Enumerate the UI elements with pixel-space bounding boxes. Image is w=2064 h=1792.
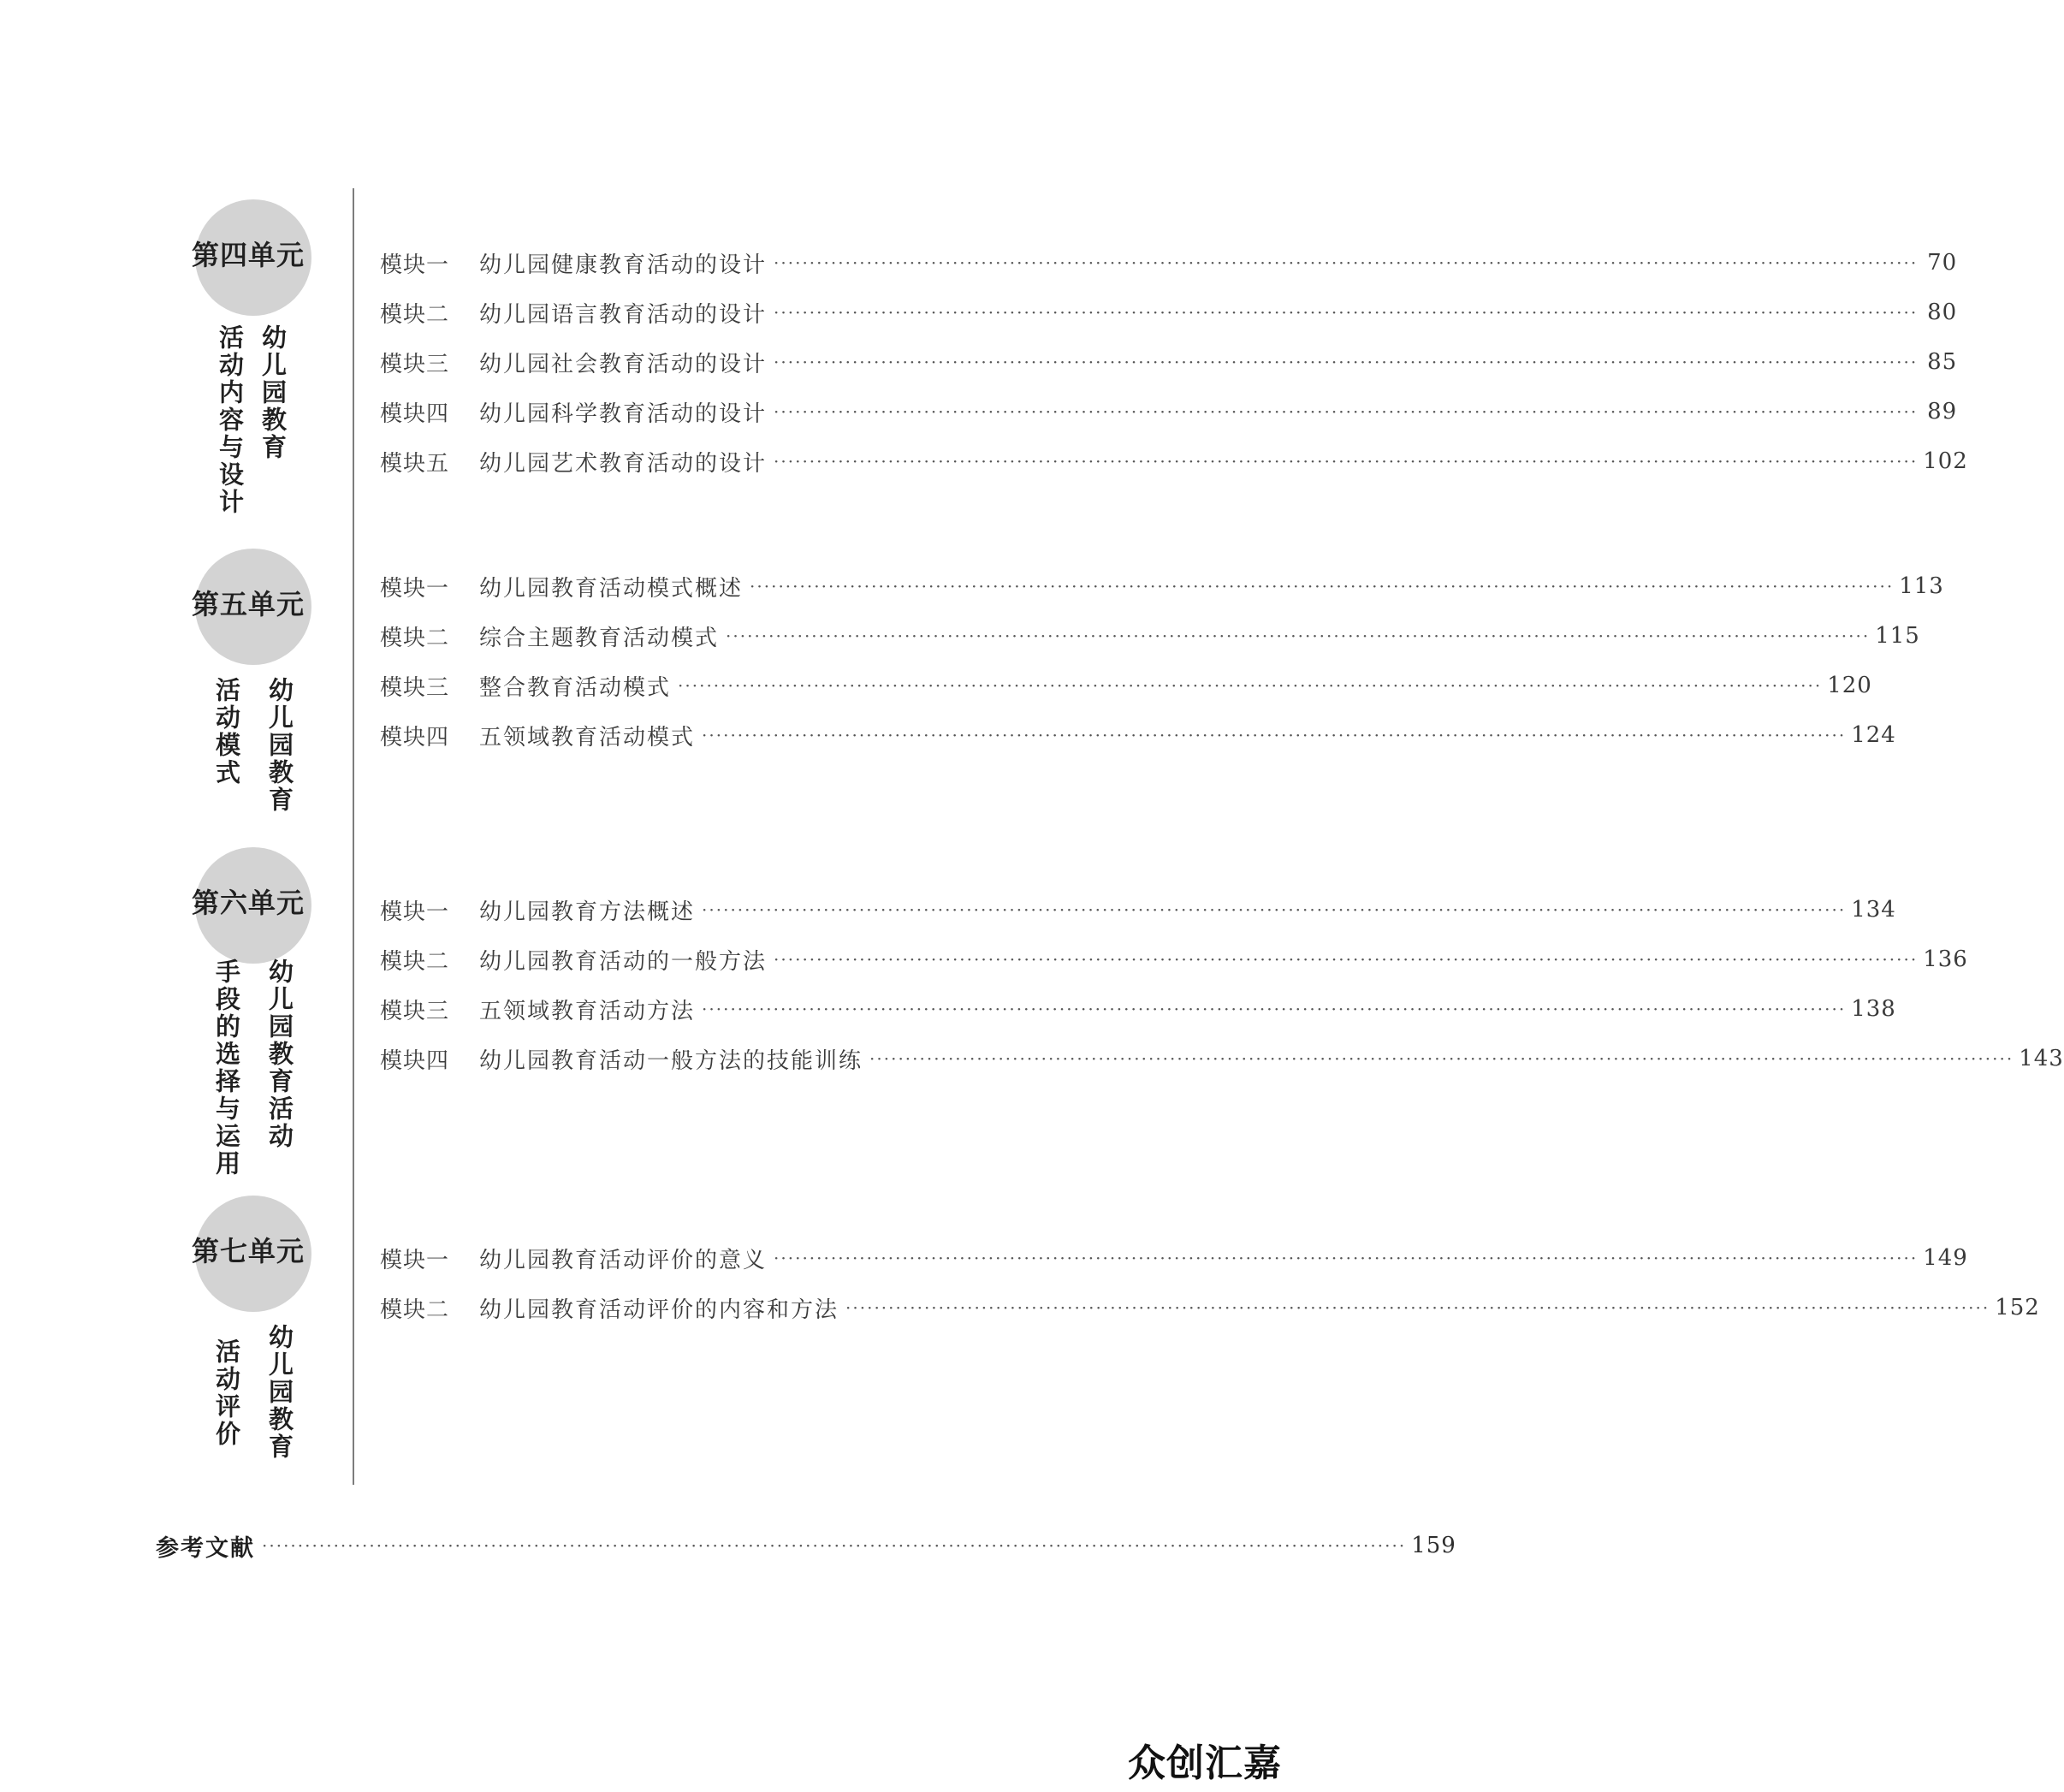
leader-dots: ································································································································································ [774, 302, 1919, 323]
module-title: 幼儿园语言教育活动的设计 [479, 301, 768, 328]
page-number: 89 [1927, 399, 1958, 424]
module-label: 模块三 [380, 674, 450, 701]
references-entry[interactable] [156, 1521, 1456, 1570]
toc-entry[interactable] [380, 1034, 2064, 1083]
module-label: 模块二 [380, 625, 450, 651]
module-label: 模块五 [380, 450, 450, 477]
unit-title-col: 幼儿园教育 [265, 677, 294, 814]
module-list-5 [380, 561, 1944, 760]
leader-dots: ································································································································································ [774, 401, 1919, 422]
page-number: 70 [1927, 250, 1958, 276]
toc-entry[interactable] [380, 1233, 1968, 1283]
toc-entry[interactable] [380, 611, 1920, 661]
unit-title-col: 幼儿园教育 [258, 324, 288, 461]
unit-block-5 [154, 549, 342, 831]
toc-entry[interactable] [380, 1283, 2040, 1332]
leader-dots: ································································································································································ [774, 451, 1919, 472]
unit-block-6 [154, 847, 342, 1190]
module-title: 五领域教育活动方法 [479, 998, 696, 1024]
leader-dots: ································································································································································ [750, 576, 1895, 596]
module-title: 幼儿园社会教育活动的设计 [479, 351, 768, 377]
toc-entry[interactable] [380, 661, 1872, 710]
module-title: 幼儿园教育活动评价的内容和方法 [479, 1297, 839, 1323]
module-title: 幼儿园教育方法概述 [479, 899, 696, 925]
toc-entry[interactable] [380, 710, 1896, 760]
unit-title-col: 幼儿园教育 [265, 1324, 294, 1461]
module-list-6 [380, 885, 2064, 1083]
module-label: 模块一 [380, 899, 450, 925]
module-title: 幼儿园健康教育活动的设计 [479, 252, 768, 278]
page-number: 134 [1851, 897, 1896, 923]
page-number: 136 [1923, 946, 1968, 972]
toc-entry[interactable] [380, 935, 1968, 984]
unit-title-col: 幼儿园教育活动 [265, 958, 294, 1150]
module-title: 幼儿园教育活动评价的意义 [479, 1247, 768, 1273]
leader-dots: ································································································································································ [774, 1248, 1919, 1268]
page-number: 159 [1411, 1533, 1456, 1558]
leader-dots: ································································································································································ [845, 1297, 1990, 1318]
references-label: 参考文献 [156, 1534, 255, 1562]
page-number: 149 [1923, 1245, 1968, 1271]
toc-entry[interactable] [380, 238, 1958, 288]
page-number: 80 [1927, 300, 1958, 325]
leader-dots: ································································································································································ [702, 999, 1847, 1019]
module-title: 幼儿园科学教育活动的设计 [479, 401, 768, 427]
module-title: 幼儿园教育活动模式概述 [479, 575, 744, 602]
module-label: 模块一 [380, 1247, 450, 1273]
page-number: 143 [2019, 1046, 2064, 1071]
unit-label: 第六单元 [191, 887, 305, 919]
toc-entry[interactable] [380, 436, 1968, 486]
page-number: 120 [1827, 673, 1872, 698]
unit-label: 第五单元 [191, 588, 305, 620]
unit-label: 第四单元 [191, 239, 305, 271]
leader-dots: ································································································································································ [262, 1535, 1407, 1556]
leader-dots: ································································································································································ [774, 949, 1919, 970]
module-list-4 [380, 238, 1968, 486]
module-title: 幼儿园教育活动一般方法的技能训练 [479, 1047, 863, 1074]
module-list-7 [380, 1233, 2040, 1332]
module-label: 模块一 [380, 575, 450, 602]
module-label: 模块二 [380, 1297, 450, 1323]
page-number: 102 [1923, 448, 1968, 474]
module-title: 综合主题教育活动模式 [479, 625, 720, 651]
unit-block-4 [154, 199, 342, 525]
toc-entry[interactable] [380, 288, 1958, 337]
toc-entry[interactable] [380, 984, 1896, 1034]
module-label: 模块二 [380, 948, 450, 975]
divider-line [353, 188, 354, 1485]
leader-dots: ································································································································································ [774, 352, 1919, 372]
module-label: 模块一 [380, 252, 450, 278]
module-label: 模块四 [380, 401, 450, 427]
toc-entry[interactable] [380, 387, 1958, 436]
unit-block-7 [154, 1196, 342, 1478]
watermark-logo: 众创汇嘉 [1128, 1742, 1282, 1785]
leader-dots: ································································································································································ [726, 626, 1871, 646]
module-title: 幼儿园艺术教育活动的设计 [479, 450, 768, 477]
module-label: 模块二 [380, 301, 450, 328]
module-label: 模块四 [380, 1047, 450, 1074]
module-label: 模块四 [380, 724, 450, 751]
module-title: 五领域教育活动模式 [479, 724, 696, 751]
toc-entry[interactable] [380, 337, 1958, 387]
leader-dots: ································································································································································ [774, 252, 1919, 273]
unit-title-col: 活动内容与设计 [216, 324, 245, 516]
unit-title-col: 活动模式 [212, 677, 241, 786]
page-number: 124 [1851, 722, 1896, 748]
unit-label: 第七单元 [191, 1235, 305, 1267]
unit-title-col: 活动评价 [212, 1338, 241, 1448]
leader-dots: ································································································································································ [869, 1048, 2014, 1069]
module-title: 幼儿园教育活动的一般方法 [479, 948, 768, 975]
module-label: 模块三 [380, 351, 450, 377]
module-label: 模块三 [380, 998, 450, 1024]
page-number: 85 [1927, 349, 1958, 375]
leader-dots: ································································································································································ [702, 725, 1847, 745]
toc-entry[interactable] [380, 561, 1944, 611]
module-title: 整合教育活动模式 [479, 674, 672, 701]
page-number: 138 [1851, 996, 1896, 1022]
page-number: 152 [1995, 1295, 2040, 1320]
page-number: 113 [1899, 573, 1944, 599]
leader-dots: ································································································································································ [678, 675, 1823, 696]
leader-dots: ································································································································································ [702, 899, 1847, 920]
toc-entry[interactable] [380, 885, 1896, 935]
unit-title-col: 手段的选择与运用 [212, 958, 241, 1178]
page-number: 115 [1875, 623, 1920, 649]
